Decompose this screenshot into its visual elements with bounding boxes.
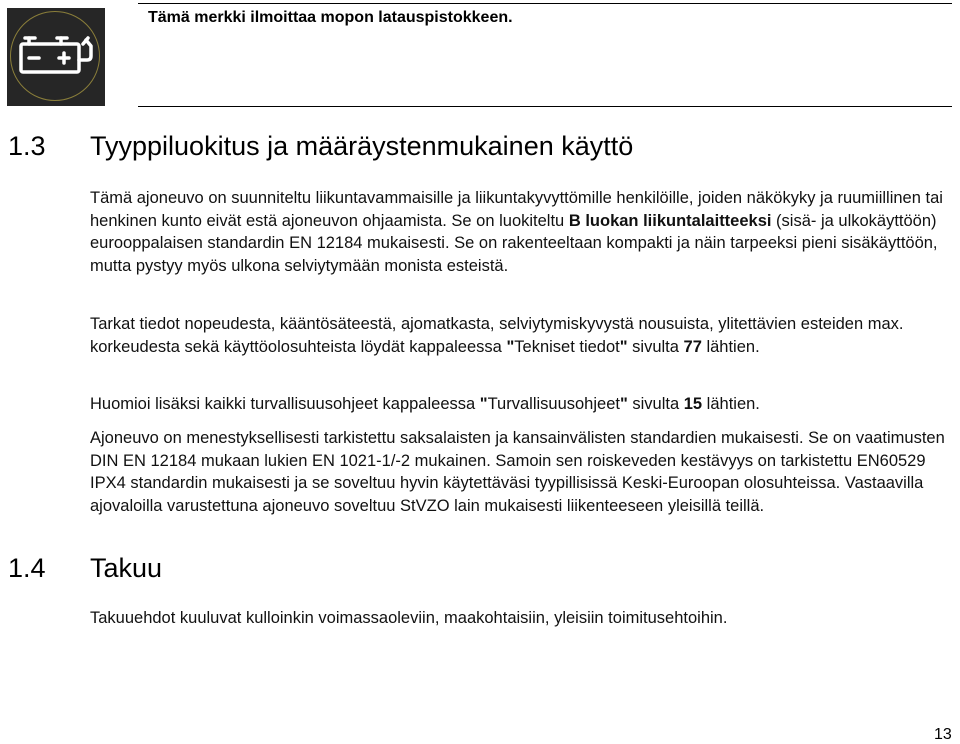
- caption-bottom-rule: [138, 106, 952, 107]
- bold-quote: ": [479, 395, 488, 413]
- bold-quote: ": [619, 337, 628, 356]
- text-run: lähtien.: [701, 337, 760, 356]
- paragraph-safety-reference: [90, 393, 960, 416]
- text-run: Turvallisuusohjeet: [487, 395, 620, 413]
- text-run: Tämä ajoneuvo on suunniteltu liikuntavammaisille ja liikuntakyvyttömille henkilöille, joiden näkökyky ja ruumiillinen tai henkinen kunto eivät estä ajoneuvon ohjaamista. Se on luokiteltu: [90, 189, 943, 230]
- text-run: Tarkat tiedot nopeudesta, kääntösäteestä, ajomatkasta, selviytymiskyvystä nousuista, ylitettävien esteiden max. korkeudesta sekä käyttöolosuhteista löydät kappaleessa: [90, 315, 904, 356]
- bold-quote: ": [506, 337, 515, 356]
- page-reference: 77: [683, 337, 702, 356]
- section-title: Takuu: [90, 553, 163, 583]
- caption-top-rule: [138, 3, 952, 4]
- bold-quote: ": [619, 395, 628, 413]
- text-run: sivulta: [627, 395, 684, 413]
- bold-run: B luokan liikuntalaitteeksi: [568, 211, 772, 230]
- battery-charging-icon-panel: [7, 8, 105, 106]
- page-number: 13: [934, 726, 952, 743]
- section-number: 1.3: [8, 131, 46, 161]
- paragraph-standards: Ajoneuvo on menestyksellisesti tarkistettu saksalaisten ja kansainvälisten standardien mukaisesti. Se on vaatimusten DIN EN 12184 mukaan lukien EN 1021-1/-2 mukainen. Samoin sen roiskeveden kestävyys on tarkistettu EN60529 IPX4 standardin mukaisesti ja se soveltuu hyvin käytettäväsi tyypillisissä Keski-Euroopan olosuhteissa. Vastaavilla ajovaloilla varustettuna ajoneuvo soveltuu StVZO lain mukaisesti liikenteeseen yleisillä teillä.: [90, 429, 945, 515]
- text-run: Huomioi lisäksi kaikki turvallisuusohjeet kappaleessa: [90, 395, 480, 413]
- text-run: Tekniset tiedot: [514, 337, 620, 356]
- section-title: Tyyppiluokitus ja määräystenmukainen käyttö: [90, 131, 634, 161]
- text-run: sivulta: [627, 337, 684, 356]
- paragraph-classification: [90, 187, 960, 277]
- text-run: (sisä- ja ulkokäyttöön) eurooppalaisen standardin EN 12184 mukaisesti. Se on rakenteeltaan kompakti ja näin tarpeeksi pieni sisäkäyttöön, mutta pystyy myös ulkona selviytymään monista esteistä.: [90, 211, 938, 275]
- paragraph-technical-details: [90, 313, 960, 358]
- icon-caption: Tämä merkki ilmoittaa mopon latauspistokkeen.: [148, 9, 513, 26]
- paragraph-warranty: Takuuehdot kuuluvat kulloinkin voimassaoleviin, maakohtaisiin, yleisiin toimitusehtoihin.: [90, 609, 728, 627]
- section-number: 1.4: [8, 553, 46, 583]
- text-run: lähtien.: [702, 395, 760, 413]
- battery-charging-icon: [7, 8, 105, 106]
- page-reference: 15: [683, 395, 703, 413]
